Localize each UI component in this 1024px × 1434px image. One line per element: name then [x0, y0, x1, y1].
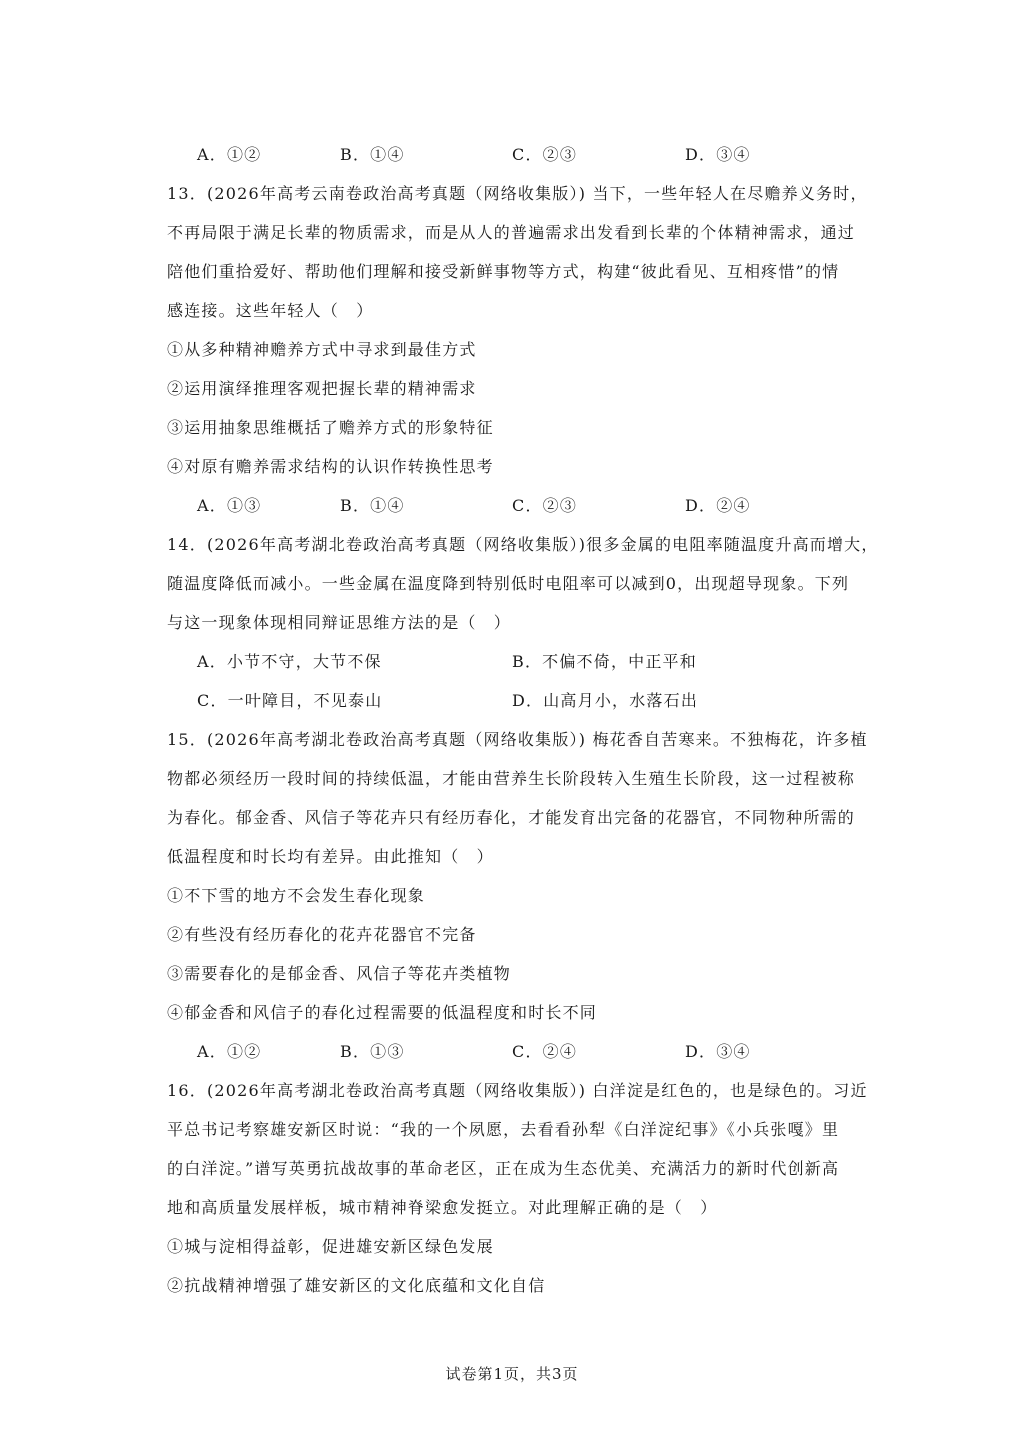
q15-stem-line: 15．(2026年高考湖北卷政治高考真题（网络收集版）) 梅花香自苦寒来。不独梅花，许多植: [167, 730, 868, 749]
q13-option-c: C．②③: [512, 496, 578, 515]
q13-item: ③运用抽象思维概括了赡养方式的形象特征: [167, 418, 494, 437]
q15-stem-line: 物都必须经历一段时间的持续低温，才能由营养生长阶段转入生殖生长阶段，这一过程被称: [167, 769, 856, 788]
q14-option-c: C．一叶障目，不见泰山: [197, 691, 383, 710]
q16-item: ②抗战精神增强了雄安新区的文化底蕴和文化自信: [167, 1276, 546, 1295]
q13-item: ④对原有赡养需求结构的认识作转换性思考: [167, 457, 494, 476]
page-footer: 试卷第1页，共3页: [445, 1365, 579, 1383]
q16-stem-line: 地和高质量发展样板，城市精神脊梁愈发挺立。对此理解正确的是（ ）: [167, 1198, 718, 1217]
q15-option-c: C．②④: [512, 1042, 578, 1061]
q14-option-a: A．小节不守，大节不保: [197, 652, 382, 671]
q13-stem-line: 感连接。这些年轻人（ ）: [167, 301, 374, 320]
q15-stem-line: 低温程度和时长均有差异。由此推知（ ）: [167, 847, 494, 866]
q13-stem-line: 不再局限于满足长辈的物质需求，而是从人的普遍需求出发看到长辈的个体精神需求，通过: [167, 223, 856, 242]
q14-stem-line: 14．(2026年高考湖北卷政治高考真题（网络收集版）)很多金属的电阻率随温度升高而增大，: [167, 535, 879, 554]
q14-stem-line: 与这一现象体现相同辩证思维方法的是（ ）: [167, 613, 512, 632]
q12-option-a: A．①②: [197, 145, 262, 164]
q16-stem-line: 的白洋淀。”谱写英勇抗战故事的革命老区，正在成为生态优美、充满活力的新时代创新高: [167, 1159, 840, 1178]
q14-option-d: D．山高月小，水落石出: [512, 691, 699, 710]
q15-option-a: A．①②: [197, 1042, 262, 1061]
q16-stem-line: 16．(2026年高考湖北卷政治高考真题（网络收集版）) 白洋淀是红色的，也是绿色的。习近: [167, 1081, 868, 1100]
q15-stem-line: 为春化。郁金香、风信子等花卉只有经历春化，才能发育出完备的花器官，不同物种所需的: [167, 808, 856, 827]
q12-option-b: B．①④: [340, 145, 405, 164]
q13-item: ②运用演绎推理客观把握长辈的精神需求: [167, 379, 477, 398]
q13-option-b: B．①④: [340, 496, 405, 515]
q15-item: ④郁金香和风信子的春化过程需要的低温程度和时长不同: [167, 1003, 598, 1022]
q16-item: ①城与淀相得益彰，促进雄安新区绿色发展: [167, 1237, 494, 1256]
q14-option-b: B．不偏不倚，中正平和: [512, 652, 697, 671]
q15-item: ①不下雪的地方不会发生春化现象: [167, 886, 426, 905]
q13-item: ①从多种精神赡养方式中寻求到最佳方式: [167, 340, 477, 359]
q16-stem-line: 平总书记考察雄安新区时说：“我的一个夙愿，去看看孙犁《白洋淀纪事》《小兵张嘎》里: [167, 1120, 840, 1139]
q14-stem-line: 随温度降低而减小。一些金属在温度降到特别低时电阻率可以减到0，出现超导现象。下列: [167, 574, 850, 593]
q13-option-a: A．①③: [197, 496, 262, 515]
q15-option-b: B．①③: [340, 1042, 405, 1061]
q13-option-d: D．②④: [685, 496, 751, 515]
q15-item: ②有些没有经历春化的花卉花器官不完备: [167, 925, 477, 944]
q15-option-d: D．③④: [685, 1042, 751, 1061]
q13-stem-line: 13．(2026年高考云南卷政治高考真题（网络收集版）) 当下，一些年轻人在尽赡养义务时，: [167, 184, 868, 203]
q13-stem-line: 陪他们重拾爱好、帮助他们理解和接受新鲜事物等方式，构建“彼此看见、互相疼惜”的情: [167, 262, 840, 281]
q12-option-d: D．③④: [685, 145, 751, 164]
q12-option-c: C．②③: [512, 145, 578, 164]
q15-item: ③需要春化的是郁金香、风信子等花卉类植物: [167, 964, 512, 983]
